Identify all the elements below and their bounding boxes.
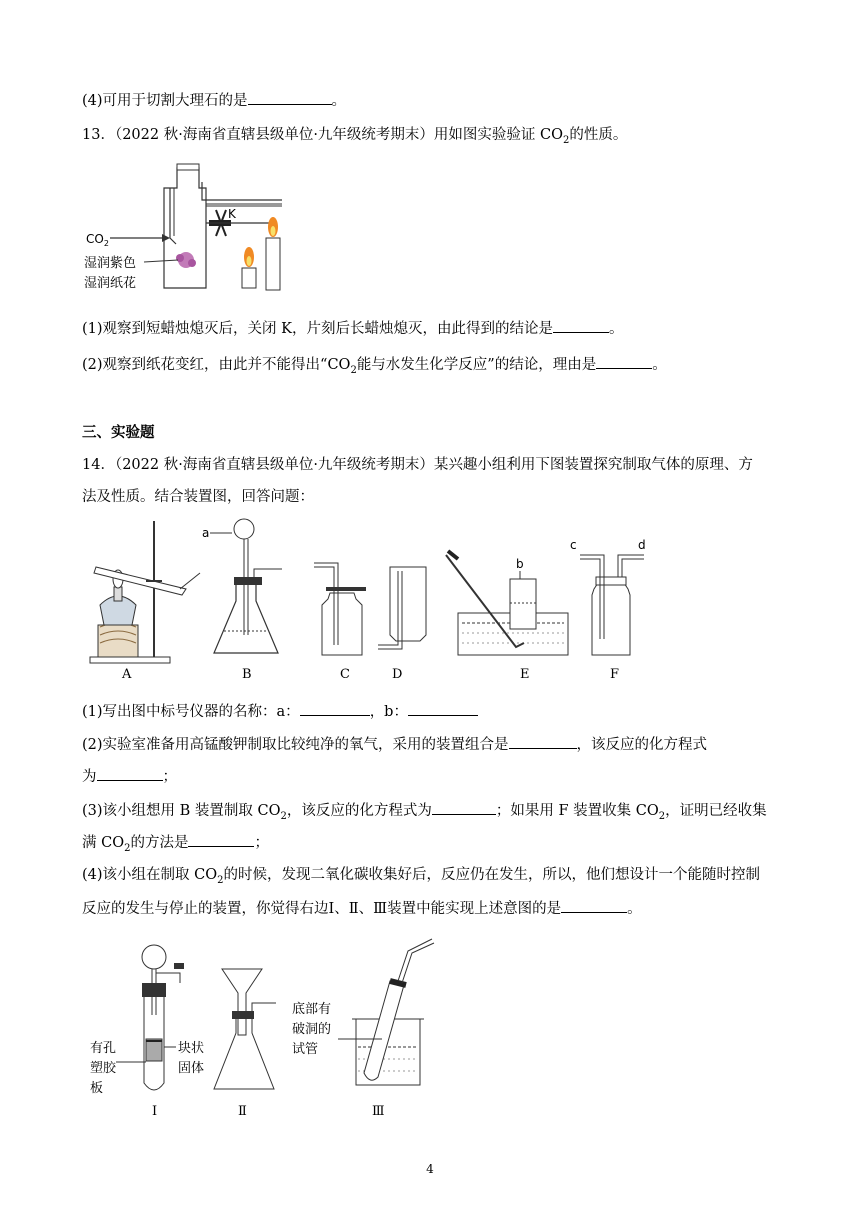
tall-candle-icon	[266, 217, 280, 290]
apparatus-iii	[352, 939, 434, 1085]
q12-part4-text: (4)可用于切割大理石的是	[82, 93, 248, 109]
answer-blank-b[interactable]	[408, 700, 478, 716]
q13-figure	[82, 160, 302, 300]
answer-blank[interactable]	[509, 733, 577, 749]
q14-part2-line2: 为 ；	[82, 765, 177, 787]
answer-blank[interactable]	[432, 799, 496, 815]
label-tube-line3: 试管	[292, 1042, 319, 1057]
answer-blank[interactable]	[561, 897, 627, 913]
label-f: F	[610, 667, 620, 682]
purple-flower-icon	[176, 252, 196, 268]
q14-part2-line1: (2)实验室准备用高锰酸钾制取比较纯净的氧气，采用的装置组合是 ，该反应的化方程式	[82, 733, 707, 755]
answer-blank[interactable]	[596, 353, 652, 369]
label-tube-line2: 破洞的	[292, 1022, 332, 1037]
q14-header-line2: 法及性质。结合装置图，回答问题：	[82, 489, 314, 505]
co2-label: $CO_2$	[86, 232, 109, 248]
label-c-port: c	[570, 538, 577, 552]
label-a-pointer: a	[202, 526, 210, 540]
label-b-pointer: b	[516, 557, 524, 571]
q14-part1: (1)写出图中标号仪器的名称：a： ，b：	[82, 700, 478, 722]
q14-part4-line2: 反应的发生与停止的装置，你觉得右边Ⅰ、Ⅱ、Ⅲ装置中能实现上述意图的是 。	[82, 897, 642, 919]
apparatus-f	[580, 555, 644, 655]
short-candle-icon	[242, 247, 256, 288]
page-number: 4	[426, 1162, 434, 1176]
apparatus-b	[214, 519, 282, 653]
k-label: K	[228, 207, 236, 221]
label-e: E	[520, 667, 530, 682]
label-i: Ⅰ	[152, 1104, 158, 1119]
label-d-port: d	[638, 538, 646, 552]
answer-blank[interactable]	[553, 317, 609, 333]
apparatus-e	[446, 551, 568, 655]
answer-blank[interactable]	[248, 89, 332, 105]
label-iii: Ⅲ	[372, 1104, 385, 1119]
label-perforated-line3: 板	[90, 1081, 104, 1096]
flower-label-line1: 湿润紫色	[84, 256, 137, 271]
flower-label-line2: 湿润纸花	[84, 276, 137, 291]
apparatus-ii	[214, 969, 276, 1089]
label-d: D	[392, 667, 403, 682]
label-perforated-line1: 有孔	[90, 1041, 117, 1056]
q14-part4-line1: (4)该小组在制取 $CO_2$的时候，发现二氧化碳收集好后，反应仍在发生，所以，他们想设计一个能随时控制	[82, 867, 761, 886]
q13-part1: (1)观察到短蜡烛熄灭后，关闭 K，片刻后长蜡烛熄灭，由此得到的结论是 。	[82, 317, 623, 339]
q14-apparatus-figure	[86, 515, 666, 685]
label-a: A	[122, 667, 132, 682]
q14-part3-line2: 满 $CO_2$的方法是 ；	[82, 831, 269, 853]
q14-part3-line1: (3)该小组想用 B 装置制取 $CO_2$，该反应的化方程式为 ；如果用 F 装置收集 $CO_2$，证明已经收集	[82, 799, 767, 821]
label-tube-line1: 底部有	[292, 1002, 332, 1017]
label-b: B	[242, 667, 252, 682]
label-solid-line2: 固体	[178, 1061, 205, 1076]
apparatus-a	[90, 521, 200, 663]
q12-part4: (4)可用于切割大理石的是 。	[82, 89, 346, 111]
q13-header: 13．（2022 秋·海南省直辖县级单位·九年级统考期末）用如图实验验证 $CO_2$的性质。	[82, 127, 628, 146]
answer-blank-a[interactable]	[300, 700, 370, 716]
label-ii: Ⅱ	[238, 1104, 247, 1119]
section-title: 三、实验题	[82, 424, 155, 441]
apparatus-d	[378, 567, 426, 649]
label-solid-line1: 块状	[178, 1041, 205, 1056]
q14-control-apparatus-figure	[86, 935, 466, 1135]
label-perforated-line2: 塑胶	[90, 1061, 117, 1076]
label-c: C	[340, 667, 350, 682]
answer-blank[interactable]	[97, 765, 163, 781]
q14-header-line1: 14．（2022 秋·海南省直辖县级单位·九年级统考期末）某兴趣小组利用下图装置探究制取气体的原理、方	[82, 457, 753, 473]
apparatus-c	[314, 563, 366, 655]
answer-blank[interactable]	[188, 831, 254, 847]
q13-part2: (2)观察到纸花变红，由此并不能得出“$CO_2$能与水发生化学反应”的结论，理由是 。	[82, 353, 667, 375]
